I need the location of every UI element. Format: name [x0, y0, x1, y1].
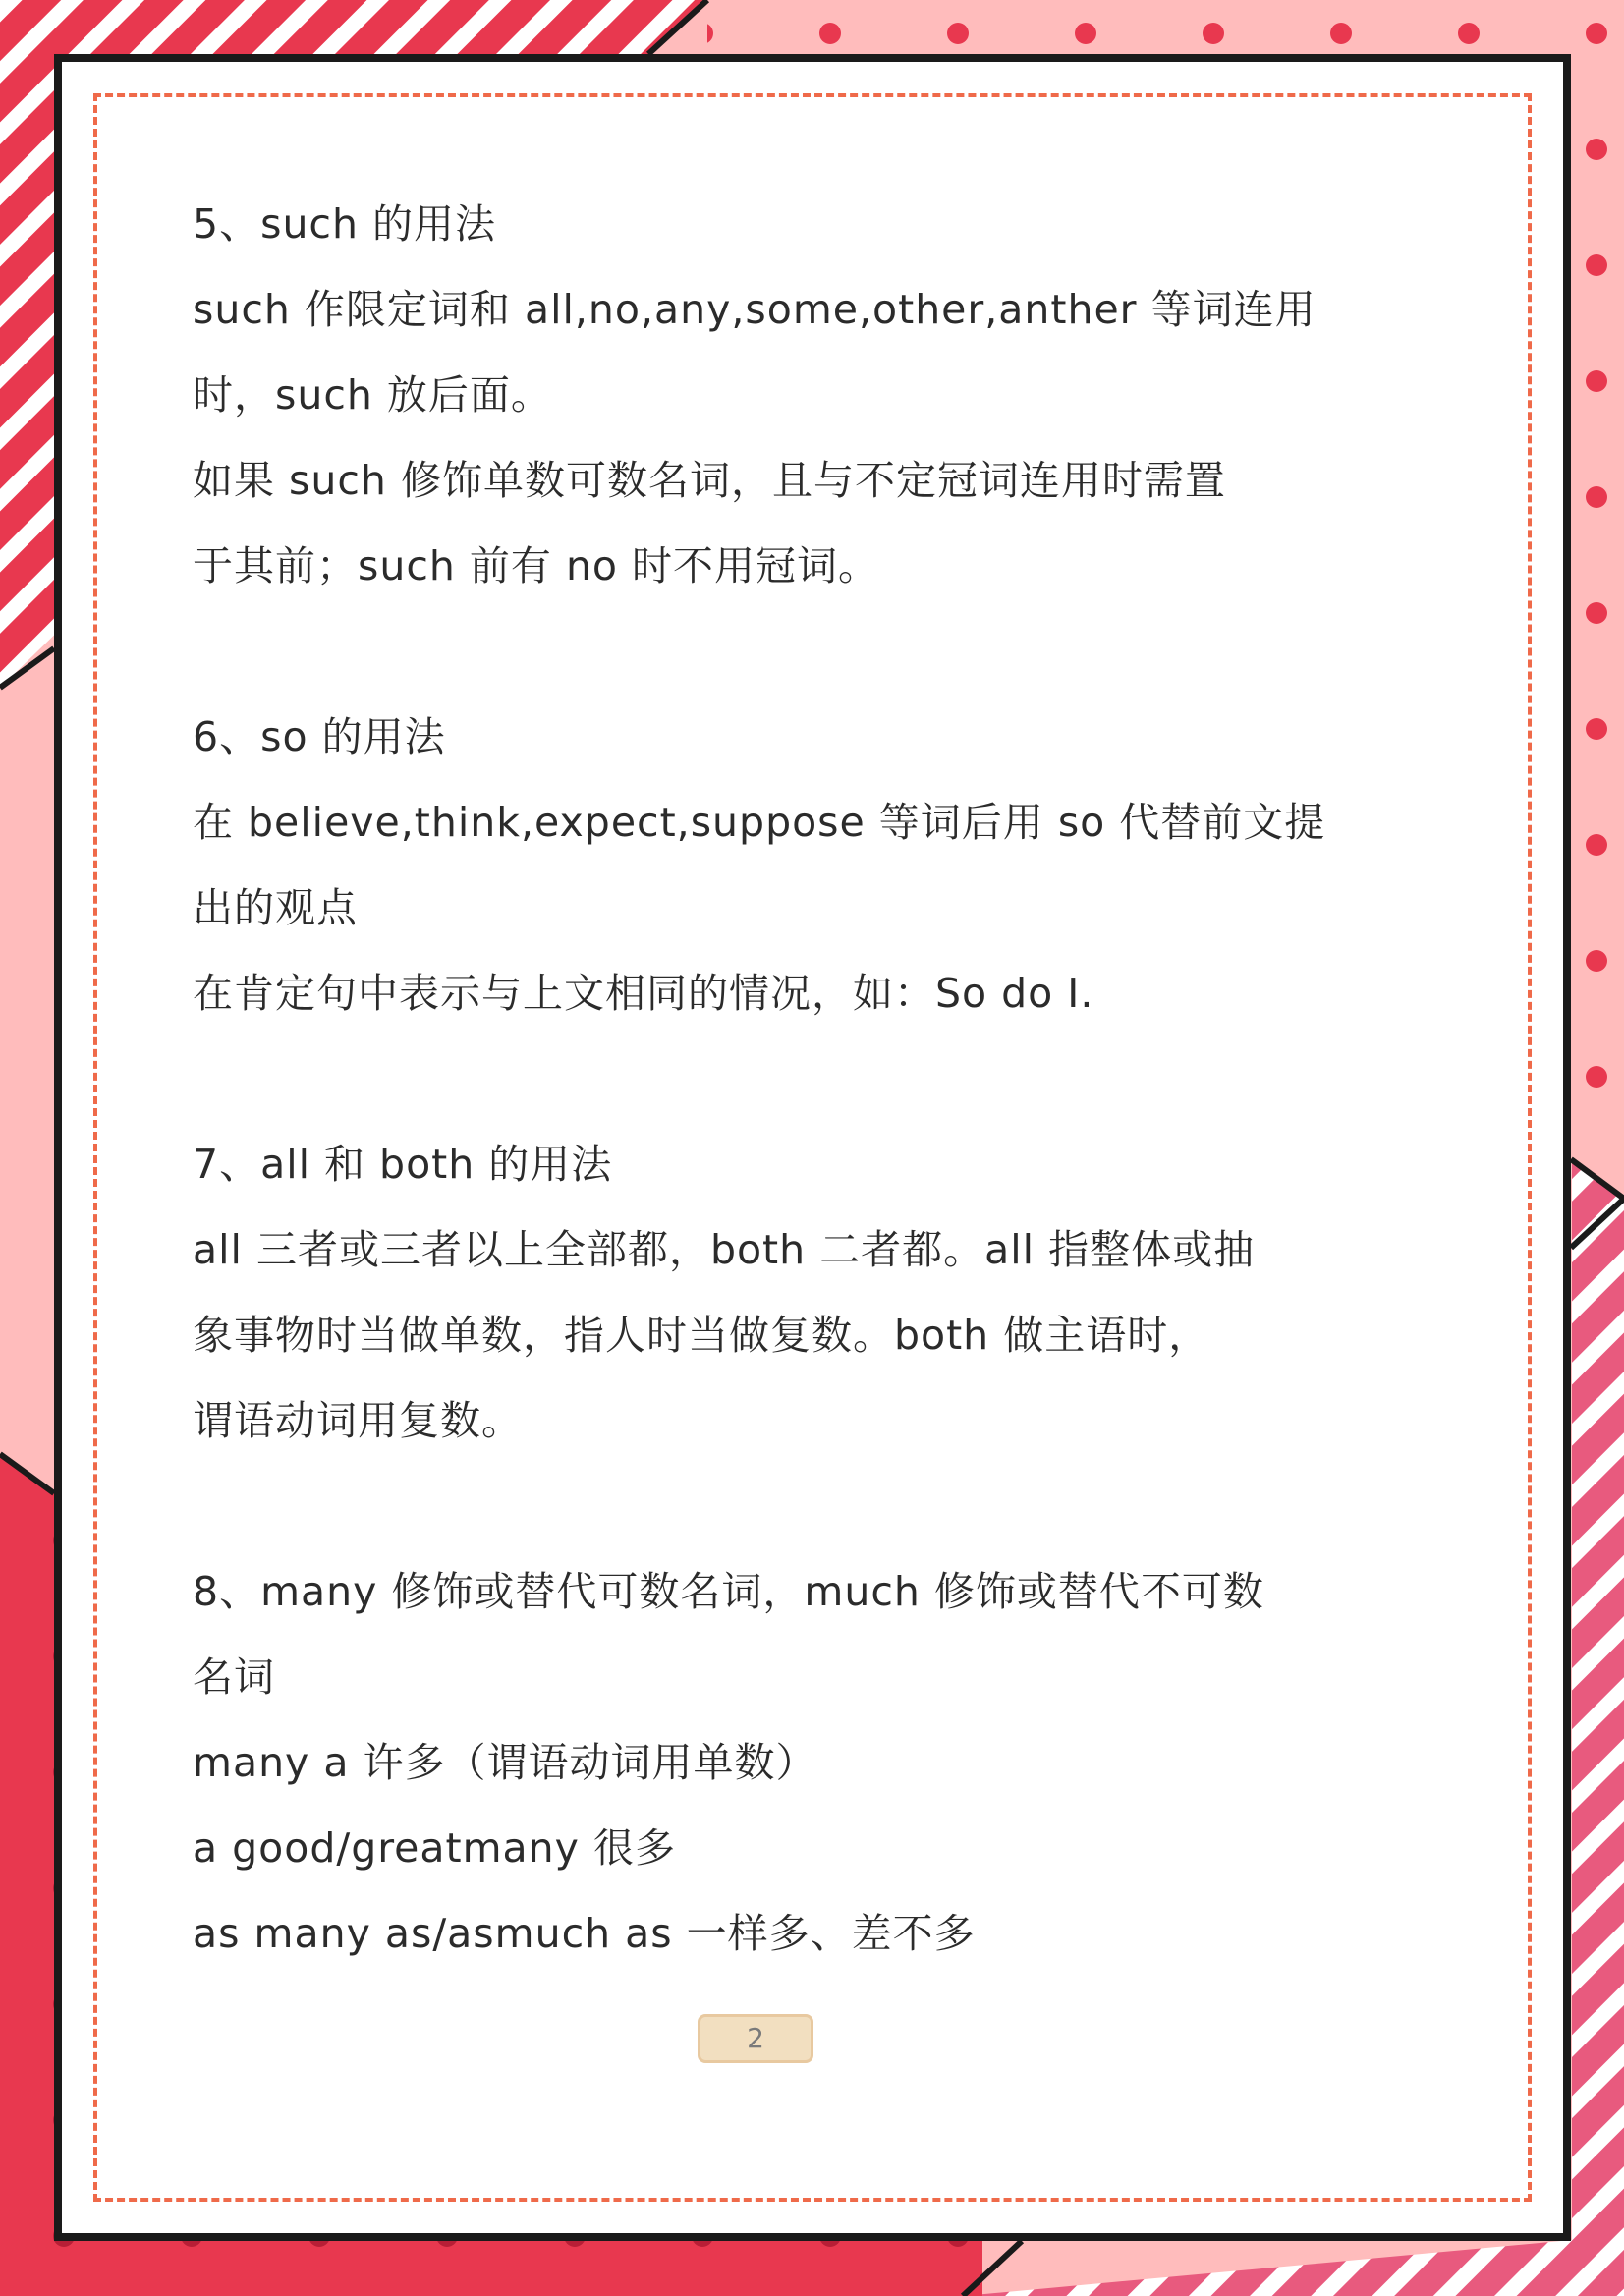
section-line: 出的观点	[193, 884, 358, 931]
section-line: 名词	[193, 1653, 275, 1701]
section-line: 在 believe,think,expect,suppose 等词后用 so 代替前文提	[193, 799, 1326, 846]
section-line: as many as/asmuch as 一样多、差不多	[193, 1910, 976, 1957]
section-line: 如果 such 修饰单数可数名词，且与不定冠词连用时需置	[193, 457, 1226, 504]
section-gap	[193, 1036, 1381, 1122]
section-heading: 5、such 的用法	[193, 200, 496, 248]
section-line: 谓语动词用复数。	[193, 1397, 523, 1444]
section-gap	[193, 1464, 1381, 1549]
section-line: all 三者或三者以上全部都，both 二者都。all 指整体或抽	[193, 1226, 1256, 1273]
section-line: 象事物时当做单数，指人时当做复数。both 做主语时，	[193, 1312, 1210, 1359]
section-line: 于其前；such 前有 no 时不用冠词。	[193, 542, 880, 589]
document-body	[193, 182, 1381, 1977]
section-line: many a 许多（谓语动词用单数）	[193, 1739, 817, 1786]
section-line: a good/greatmany 很多	[193, 1824, 676, 1872]
section-heading: 8、many 修饰或替代可数名词，much 修饰或替代不可数	[193, 1568, 1264, 1615]
section-heading: 7、all 和 both 的用法	[193, 1141, 613, 1188]
section-gap	[193, 609, 1381, 695]
page-number-badge: 2	[698, 2014, 813, 2063]
section-line: 在肯定句中表示与上文相同的情况，如：So do I.	[193, 970, 1094, 1017]
section-line: 时，such 放后面。	[193, 371, 552, 419]
section-heading: 6、so 的用法	[193, 713, 446, 760]
section-line: such 作限定词和 all,no,any,some,other,anther 等词连用	[193, 286, 1316, 333]
